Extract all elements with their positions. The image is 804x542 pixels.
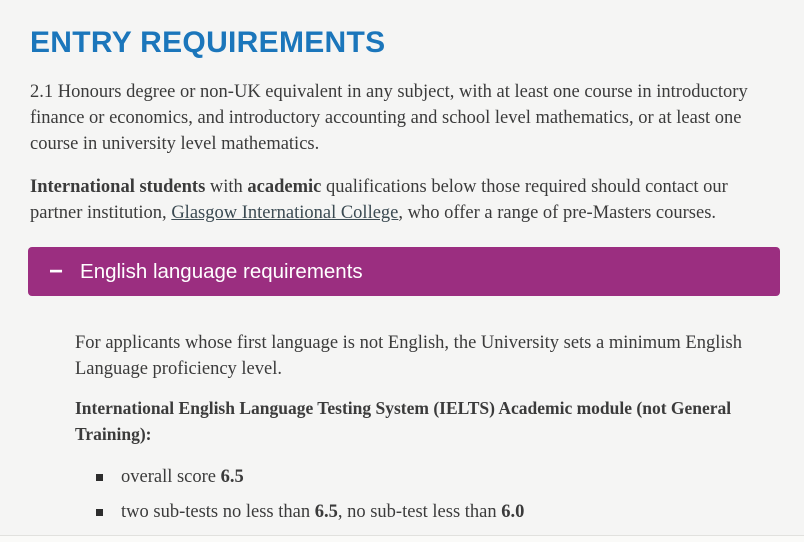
ielts-heading: International English Language Testing System (IELTS) Academic module (not General Training): [75,398,732,444]
list-item-overall-score [96,465,743,490]
bullet2-text-1: two sub-tests no less than [121,502,315,522]
para2-text-3: , who offer a range of pre-Masters courses. [398,203,717,223]
accordion-title: English language requirements [80,259,363,283]
english-language-requirements-accordion-header[interactable] [28,247,780,296]
bullet-text [121,465,244,490]
international-students-bold: International students [30,177,206,197]
bullet2-text-2: , no sub-test less than [337,502,502,522]
international-students-paragraph [30,174,778,226]
page-title: ENTRY REQUIREMENTS [30,26,386,59]
bullet2-score-2: 6.0 [501,502,525,522]
degree-requirements-paragraph: 2.1 Honours degree or non-UK equivalent in any subject, with at least one course in introductory finance or economics, and introductory accounting and school level mathematics, or at least one course in university level mathematics. [30,82,748,154]
academic-bold: academic [247,177,322,197]
first-language-paragraph: For applicants whose first language is not English, the University sets a minimum English Language proficiency level. [75,333,742,379]
square-bullet-icon [96,474,103,481]
accordion-body [75,296,743,525]
bullet1-text-1: overall score [121,467,221,487]
ielts-requirements-list [96,465,743,525]
para2-text-1: with [205,177,248,197]
para2-text-2: qualifications below those required should contact our partner institution, [30,177,728,223]
bullet2-score-1: 6.5 [314,502,338,522]
glasgow-international-college-link[interactable]: Glasgow International College [171,203,399,223]
bullet-text [121,500,524,525]
bullet1-score-1: 6.5 [220,467,244,487]
square-bullet-icon [96,509,103,516]
list-item-subtests [96,500,743,525]
collapse-minus-icon[interactable]: − [49,257,64,285]
